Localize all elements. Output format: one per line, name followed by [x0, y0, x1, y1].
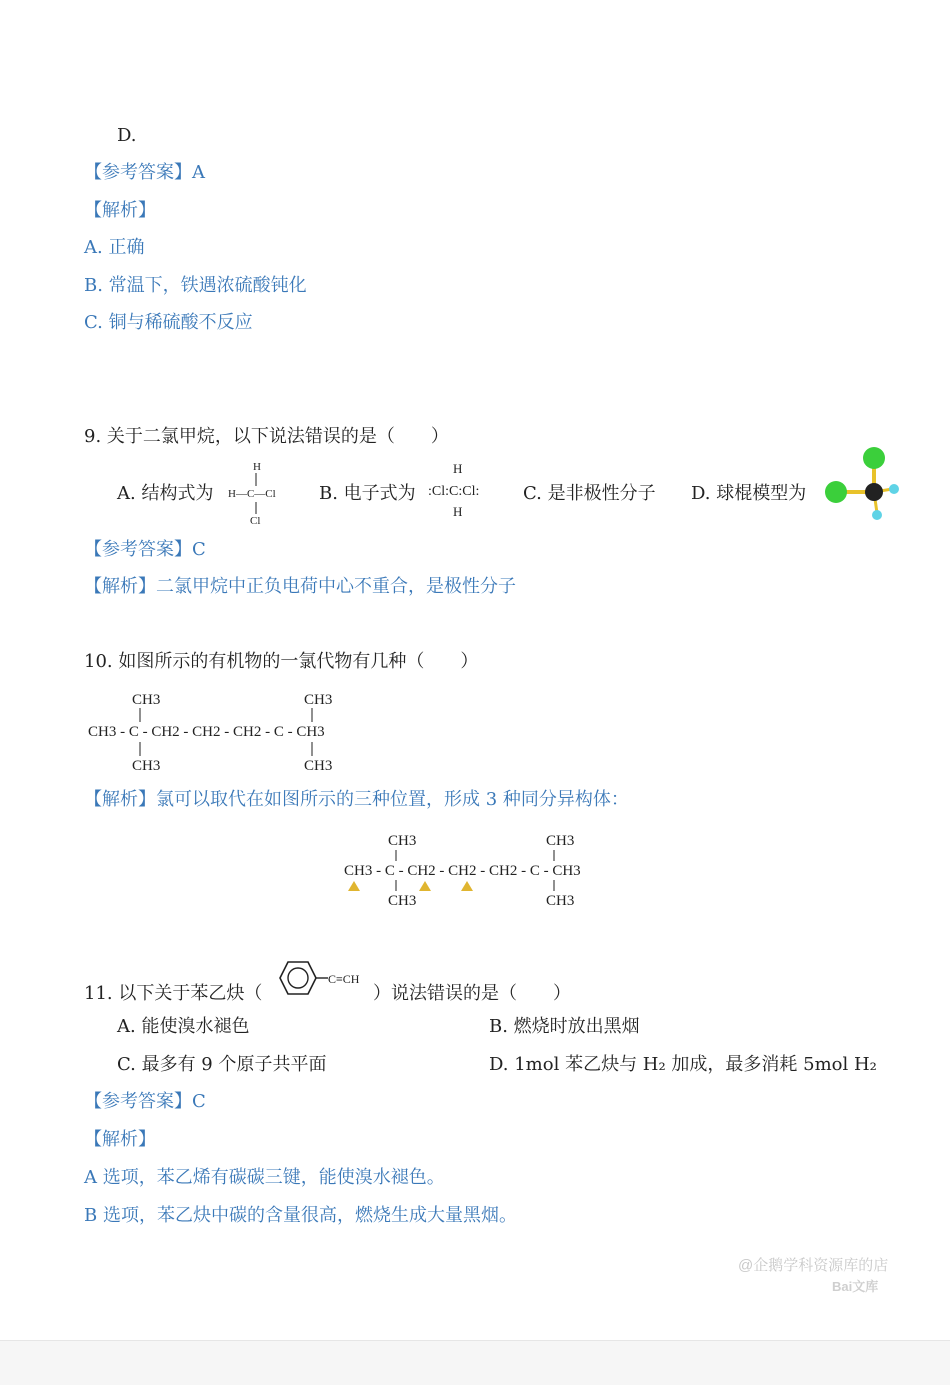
prev-option-d: D.	[117, 125, 137, 146]
q11-answer: 【参考答案】C	[84, 1091, 206, 1112]
bottom-right-methyl: CH3	[304, 758, 333, 774]
alkyne-group: C≡CH	[328, 972, 360, 986]
q11-option-a: A. 能使溴水褪色	[117, 1016, 250, 1037]
substitution-diagram	[340, 825, 615, 915]
q10-stem: 10. 如图所示的有机物的一氯代物有几种（ ）	[84, 651, 479, 672]
top-left-methyl: CH3	[132, 692, 161, 708]
prev-analysis-c: C. 铜与稀硫酸不反应	[84, 312, 253, 333]
electron-formula	[425, 458, 497, 522]
q9-analysis: 【解析】二氯甲烷中正负电荷中心不重合，是极性分子	[84, 576, 516, 597]
q11-analysis-b: B 选项，苯乙炔中碳的含量很高，燃烧生成大量黑烟。	[84, 1205, 517, 1226]
top-left-methyl: CH3	[388, 833, 417, 849]
chlorine-atom	[825, 481, 847, 503]
q9-option-c: C. 是非极性分子	[523, 483, 656, 504]
bottom-left-methyl: CH3	[132, 758, 161, 774]
q11-stem-end: ）说法错误的是（ ）	[373, 983, 571, 1004]
q9-answer: 【参考答案】C	[84, 539, 206, 560]
main-chain: CH3 - C - CH2 - CH2 - CH2 - C - CH3	[344, 863, 581, 879]
prev-analysis-label: 【解析】	[84, 200, 156, 221]
main-chain: CH3 - C - CH2 - CH2 - CH2 - C - CH3	[88, 724, 325, 740]
q11-option-d: D. 1mol 苯乙炔与 H₂ 加成，最多消耗 5mol H₂	[489, 1054, 877, 1075]
ball-stick-model	[820, 440, 910, 525]
elec-row: :Cl:C:Cl:	[428, 484, 480, 499]
prev-analysis-a: A. 正确	[84, 237, 145, 258]
q9-option-b: B. 电子式为	[319, 483, 416, 504]
position-marker	[461, 881, 473, 891]
baidu-wenku-logo: Bai文库	[832, 1279, 879, 1294]
hydrogen-atom	[872, 510, 882, 520]
page-bottom-gap	[0, 1340, 950, 1385]
elec-h-bottom: H	[453, 504, 463, 519]
q9-stem: 9. 关于二氯甲烷，以下说法错误的是（ ）	[84, 426, 449, 447]
q11-option-b: B. 燃烧时放出黑烟	[489, 1016, 640, 1037]
q11-analysis-label: 【解析】	[84, 1129, 156, 1150]
phenylacetylene-structure	[270, 956, 374, 1002]
q11-stem-start: 11. 以下关于苯乙炔（	[84, 983, 263, 1004]
benzene-ring-circle	[288, 968, 308, 988]
bottom-left-methyl: CH3	[388, 893, 417, 909]
top-right-methyl: CH3	[546, 833, 575, 849]
shop-watermark: @企鹅学科资源库的店	[738, 1257, 889, 1274]
struct-cl-bottom: Cl	[250, 515, 261, 527]
struct-h-top: H	[253, 461, 261, 473]
benzene-ring	[280, 962, 316, 994]
elec-h-top: H	[453, 461, 463, 476]
prev-answer: 【参考答案】A	[84, 162, 205, 183]
position-marker	[348, 881, 360, 891]
q11-analysis-a: A 选项，苯乙烯有碳碳三键，能使溴水褪色。	[84, 1167, 445, 1188]
hydrogen-atom	[889, 484, 899, 494]
struct-row: H—C—Cl	[228, 488, 276, 500]
prev-analysis-b: B. 常温下，铁遇浓硫酸钝化	[84, 275, 307, 296]
top-right-methyl: CH3	[304, 692, 333, 708]
structural-formula	[226, 458, 286, 528]
q9-option-d: D. 球棍模型为	[691, 483, 807, 504]
carbon-atom	[865, 483, 883, 501]
q11-option-c: C. 最多有 9 个原子共平面	[117, 1054, 327, 1075]
position-marker	[419, 881, 431, 891]
q9-option-a: A. 结构式为	[117, 483, 214, 504]
bottom-right-methyl: CH3	[546, 893, 575, 909]
chlorine-atom	[863, 447, 885, 469]
q10-analysis: 【解析】氯可以取代在如图所示的三种位置，形成 3 种同分异构体：	[84, 789, 629, 810]
organic-structure	[86, 686, 376, 778]
